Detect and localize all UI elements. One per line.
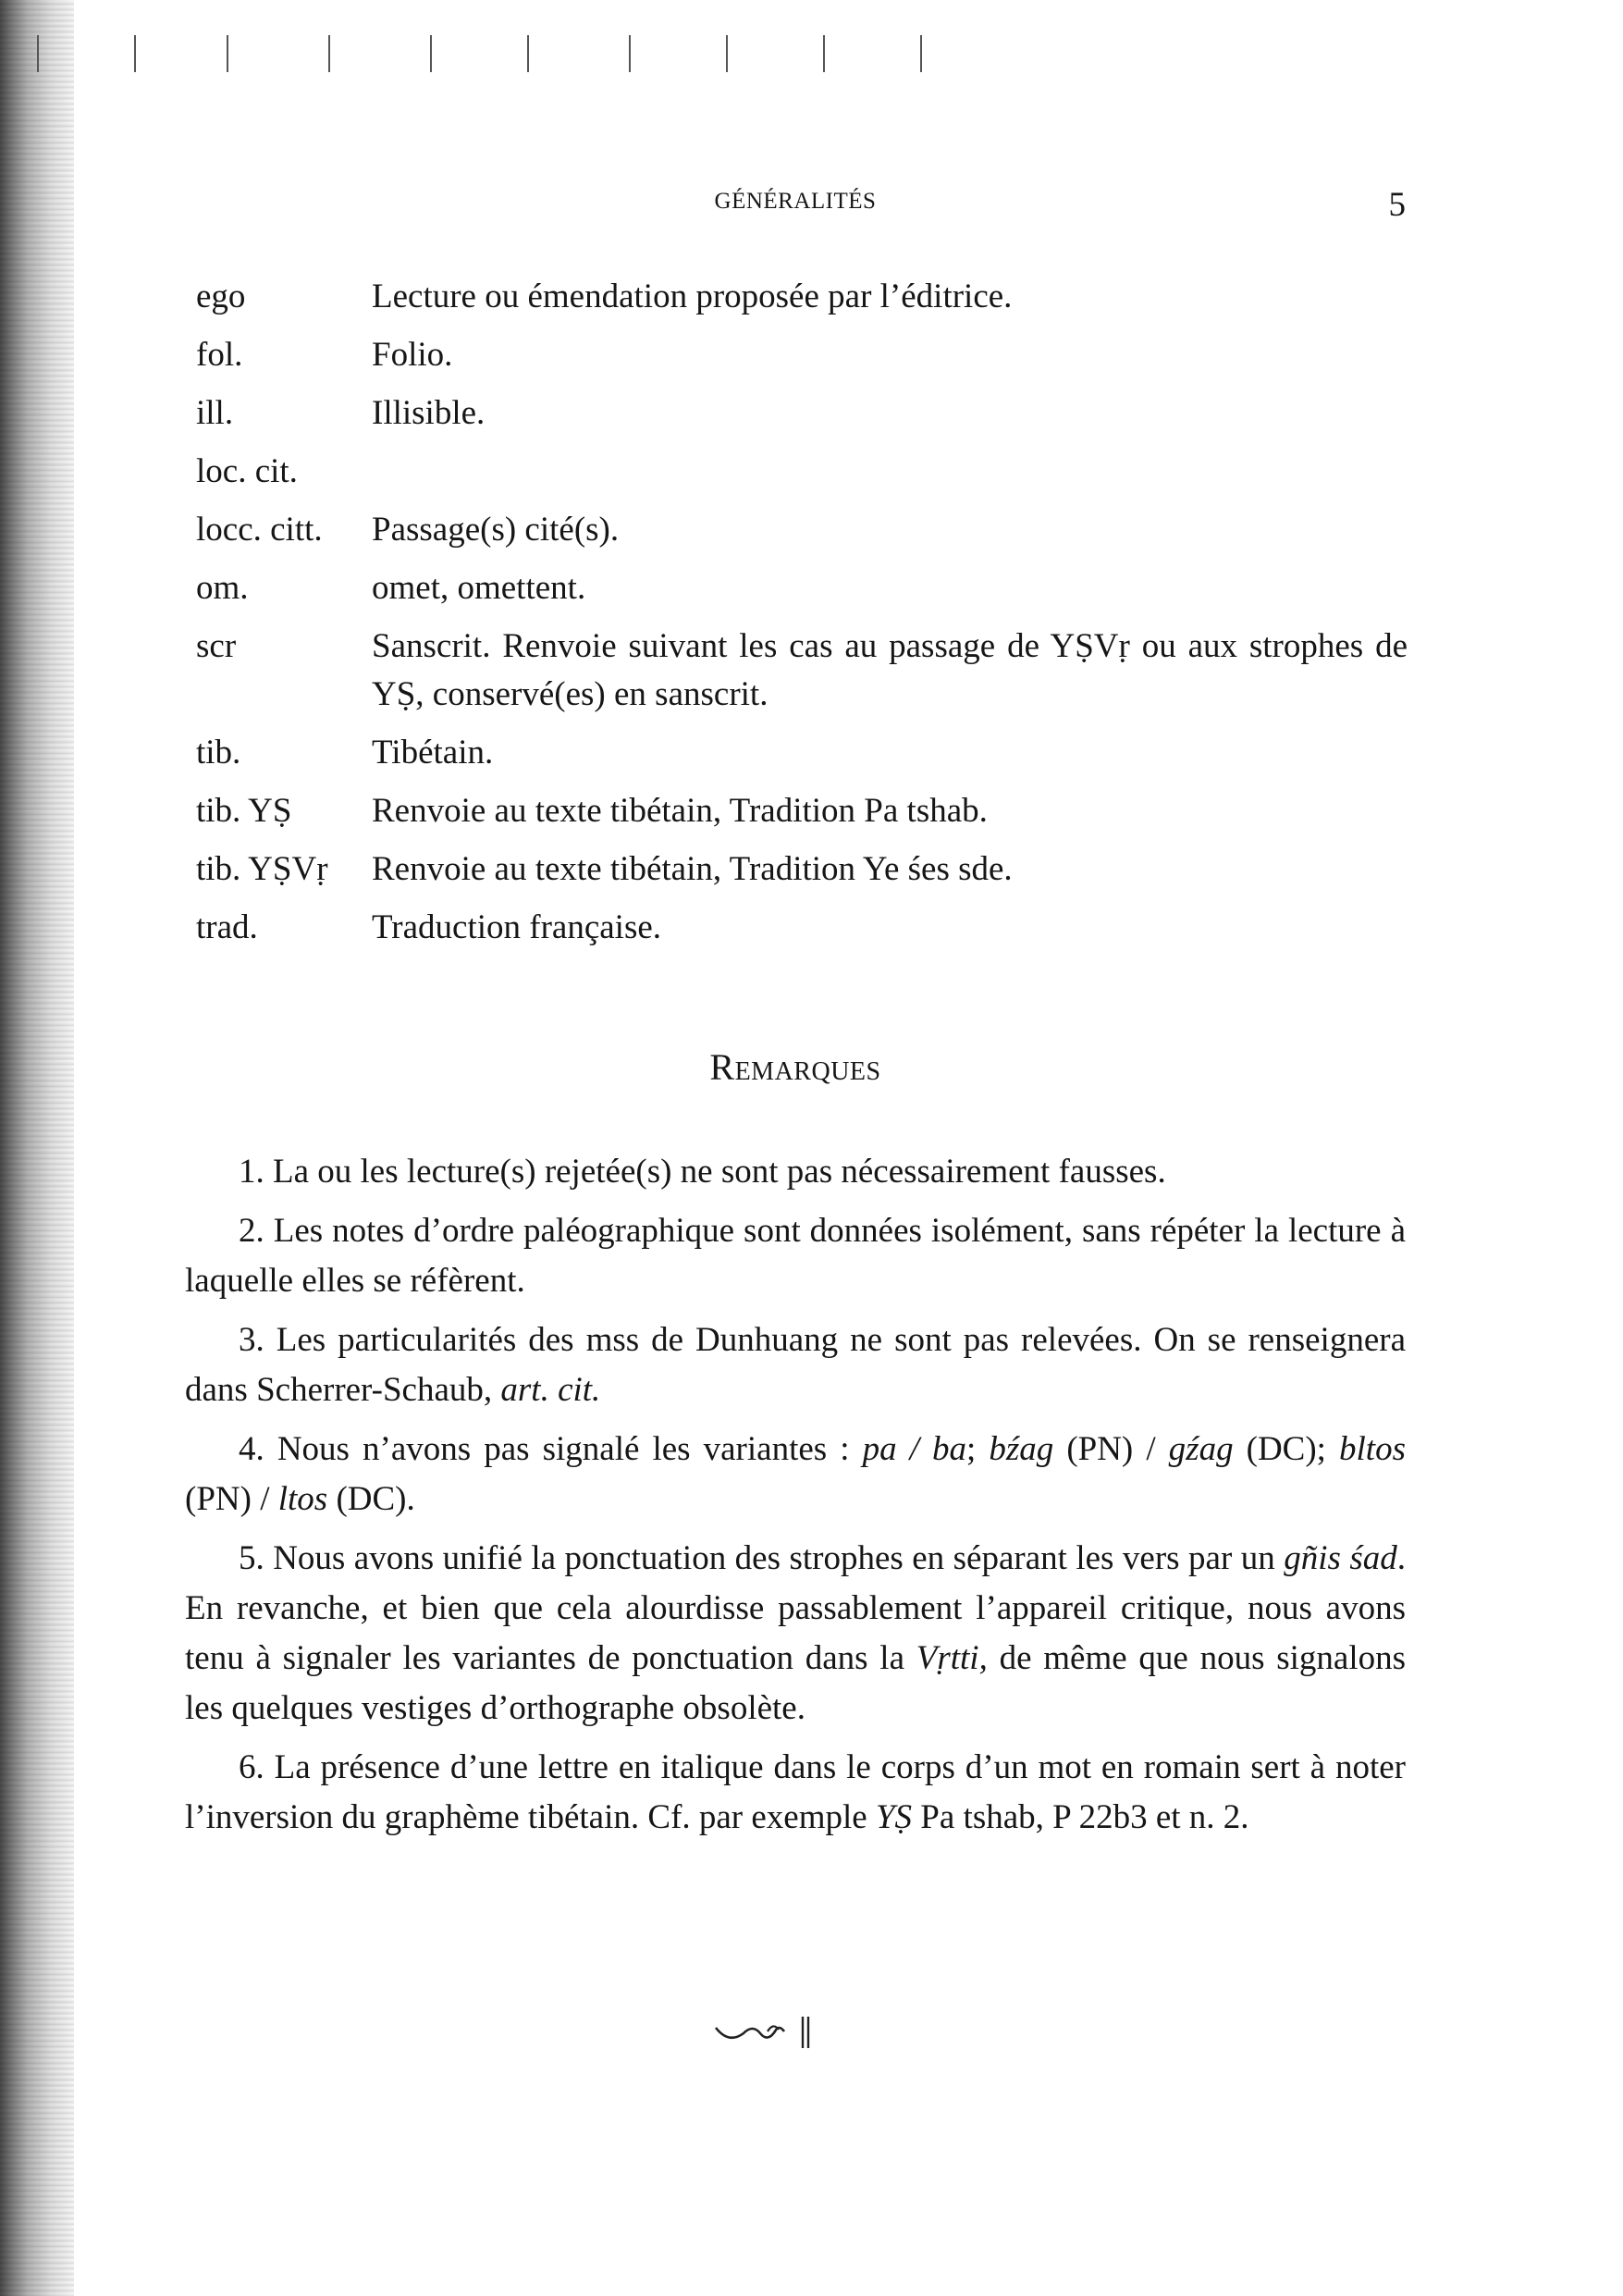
remark-text: (PN) /	[185, 1480, 278, 1518]
remark-paragraph	[185, 1315, 1406, 1415]
abbreviation-term: tib. YṢ	[196, 792, 292, 830]
abbreviation-entry	[196, 448, 1408, 496]
remark-text: 3. Les particularités des mss de Dunhuang ne sont pas relevées. On se renseignera dans Scherrer-Schaub,	[185, 1321, 1406, 1409]
remark-text: 5. Nous avons unifié la ponctuation des strophes en séparant les vers par un	[239, 1539, 1285, 1577]
remark-italic: Vṛtti,	[916, 1639, 988, 1677]
abbreviation-definition	[372, 448, 1408, 496]
abbreviation-list	[196, 273, 1408, 962]
running-title: GÉNÉRALITÉS	[714, 189, 877, 214]
remark-text: de même que nous signalons les quelques vestiges d’orthographe obsolète.	[185, 1639, 1406, 1727]
abbreviation-entry	[196, 623, 1408, 719]
abbreviation-entry	[196, 846, 1408, 894]
abbreviation-term: locc. citt.	[196, 511, 323, 549]
remark-text: 6. La présence d’une lettre en italique dans le corps d’un mot en romain sert à noter l’inversion du graphème tibétain. Cf. par exemple	[185, 1748, 1406, 1836]
abbreviation-definition: Folio.	[372, 336, 453, 374]
remark-paragraph	[185, 1425, 1406, 1524]
abbreviation-entry	[196, 729, 1408, 777]
remark-text: 1. La ou les lecture(s) rejetée(s) ne sont pas nécessairement fausses.	[239, 1153, 1166, 1191]
remark-italic: bźag	[989, 1430, 1054, 1468]
remark-paragraph	[185, 1743, 1406, 1843]
remark-text: (DC).	[327, 1480, 415, 1518]
remark-italic: ltos	[277, 1480, 328, 1518]
abbreviation-definition: Illisible.	[372, 394, 486, 432]
remark-italic: gñis śad	[1284, 1539, 1397, 1577]
scan-top-edge-marks	[37, 35, 1572, 81]
abbreviation-term: tib. YṢVṛ	[196, 850, 328, 888]
abbreviation-term: ego	[196, 278, 246, 315]
remark-text: Pa tshab, P 22b3 et n. 2.	[912, 1798, 1249, 1836]
remark-italic: YṢ	[875, 1798, 913, 1836]
abbreviation-definition: Renvoie au texte tibétain, Tradition Ye śes sde.	[372, 850, 1013, 888]
remark-paragraph	[185, 1147, 1406, 1197]
remark-paragraph	[185, 1206, 1406, 1306]
remark-italic: bltos	[1339, 1430, 1406, 1468]
remark-text: 2. Les notes d’ordre paléographique sont données isolément, sans répéter la lecture à laquelle elles se réfèrent.	[185, 1212, 1406, 1300]
abbreviation-entry	[196, 273, 1408, 321]
remark-italic: art. cit.	[500, 1371, 601, 1409]
abbreviation-term: fol.	[196, 336, 243, 374]
abbreviation-term: loc. cit.	[196, 452, 298, 490]
abbreviation-definition: Lecture ou émendation proposée par l’éditrice.	[372, 278, 1013, 315]
remark-italic: gźag	[1168, 1430, 1234, 1468]
abbreviation-term: ill.	[196, 394, 234, 432]
abbreviation-definition: omet, omettent.	[372, 569, 586, 607]
remark-text: ;	[966, 1430, 990, 1468]
abbreviation-term: tib.	[196, 734, 241, 772]
abbreviation-term: scr	[196, 627, 237, 665]
abbreviation-definition: Passage(s) cité(s).	[372, 511, 620, 549]
abbreviation-entry	[196, 787, 1408, 835]
remark-text: . En revanche, et bien que cela alourdisse passablement l’appareil critique, nous avons tenu à signaler les variantes de ponctuation dans la	[185, 1539, 1406, 1677]
abbreviation-definition: Tibétain.	[372, 734, 494, 772]
page-number: 5	[1388, 186, 1406, 224]
abbreviation-term: om.	[196, 569, 249, 607]
abbreviation-definition: Renvoie au texte tibétain, Tradition Pa tshab.	[372, 792, 988, 830]
abbreviation-entry	[196, 389, 1408, 438]
abbreviation-entry	[196, 331, 1408, 379]
remark-text: (DC);	[1233, 1430, 1340, 1468]
tailpiece-ornament-icon	[712, 2007, 823, 2054]
scan-binding-edge	[0, 0, 74, 2296]
abbreviation-definition: Sanscrit. Renvoie suivant les cas au passage de YṢVṛ ou aux strophes de YṢ, conservé(es) en sanscrit.	[372, 627, 1408, 713]
remarks-list	[185, 1147, 1406, 1852]
remark-text: (PN) /	[1053, 1430, 1169, 1468]
abbreviation-term: trad.	[196, 908, 258, 946]
abbreviation-entry	[196, 904, 1408, 952]
remark-italic: pa / ba	[862, 1430, 966, 1468]
abbreviation-entry	[196, 506, 1408, 554]
section-title-remarques: Remarques	[709, 1046, 881, 1088]
abbreviation-entry	[196, 564, 1408, 612]
remark-paragraph	[185, 1534, 1406, 1734]
running-head	[185, 185, 1406, 231]
remark-text: 4. Nous n’avons pas signalé les variantes :	[239, 1430, 863, 1468]
abbreviation-definition: Traduction française.	[372, 908, 662, 946]
